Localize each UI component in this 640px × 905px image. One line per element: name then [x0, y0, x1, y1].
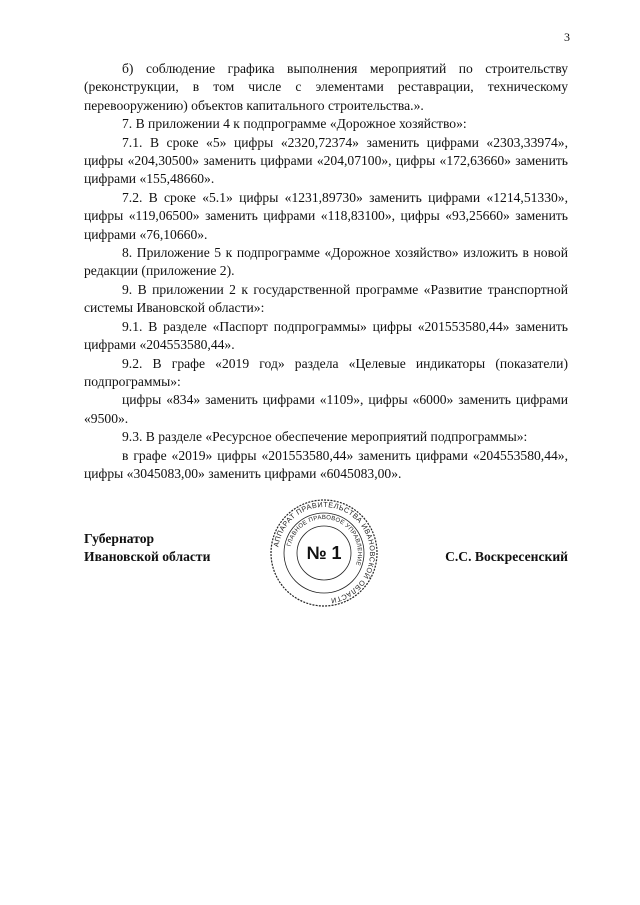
signer-title-line: Губернатор [84, 531, 155, 546]
paragraph: 8. Приложение 5 к подпрограмме «Дорожное хозяйство» изложить в новой редакции (приложение 2). [84, 245, 568, 279]
seal-center-text: № 1 [306, 543, 342, 563]
signer-title [84, 530, 210, 567]
seal-outer-text: АППАРАТ ПРАВИТЕЛЬСТВА ИВАНОВСКОЙ ОБЛАСТИ [271, 499, 378, 606]
paragraph: 7.1. В сроке «5» цифры «2320,72374» заменить цифрами «2303,33974», цифры «204,30500» заменить цифрами «204,07100», цифры «172,63660» заменить цифрами «155,48660». [84, 134, 568, 187]
paragraph: 9.3. В разделе «Ресурсное обеспечение мероприятий подпрограммы»: [122, 429, 528, 445]
official-seal [269, 498, 379, 608]
document-body [84, 60, 568, 483]
paragraph: 7. В приложении 4 к подпрограмме «Дорожное хозяйство»: [122, 116, 467, 132]
paragraph: в графе «2019» цифры «201553580,44» заменить цифрами «204553580,44», цифры «3045083,00» заменить цифрами «6045083,00». [84, 447, 568, 481]
paragraph: 9.2. В графе «2019 год» раздела «Целевые индикаторы (показатели) подпрограммы»: [84, 355, 568, 389]
seal-inner-text: ГЛАВНОЕ ПРАВОВОЕ УПРАВЛЕНИЕ [286, 514, 363, 567]
paragraph: 9.1. В разделе «Паспорт подпрограммы» цифры «201553580,44» заменить цифрами «204553580,44». [84, 318, 568, 353]
signer-title-line: Ивановской области [84, 549, 211, 565]
paragraph: б) соблюдение графика выполнения мероприятий по строительству (реконструкции, в том числе с элементами реставрации, техническому перевооружению) объектов капитального строительства.». [84, 61, 568, 113]
paragraph: 7.2. В сроке «5.1» цифры «1231,89730» заменить цифрами «1214,51330», цифры «119,06500» заменить цифрами «118,83100», цифры «93,25660» заменить цифрами «76,10660». [84, 189, 568, 242]
paragraph: цифры «834» заменить цифрами «1109», цифры «6000» заменить цифрами «9500». [84, 392, 568, 426]
signer-name: С.С. Воскресенский [445, 549, 568, 564]
signature-block [84, 498, 568, 618]
page-number: 3 [564, 30, 570, 44]
paragraph: 9. В приложении 2 к государственной программе «Развитие транспортной системы Ивановской области»: [84, 281, 568, 316]
